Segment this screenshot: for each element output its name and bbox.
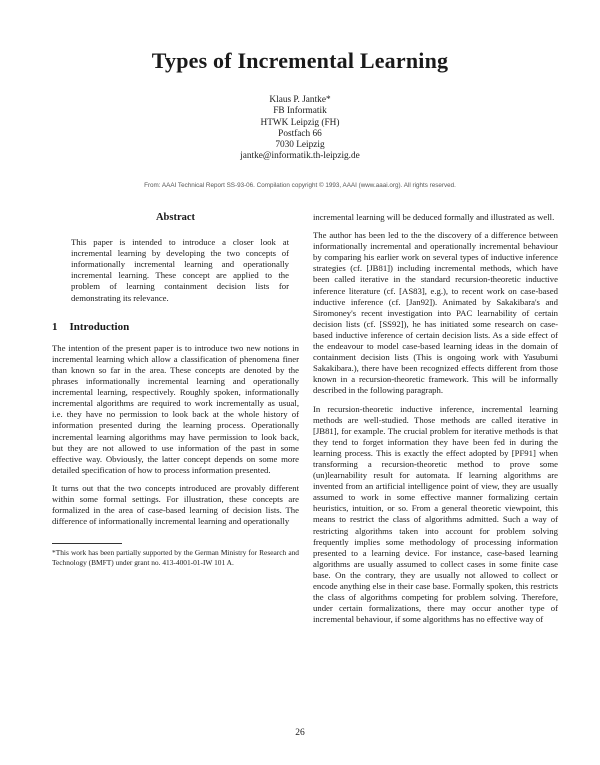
body-paragraph: The intention of the present paper is to introduce two new notions in incremental learning which allow a classification of phenomena finer than known so far in the area. These concepts are denoted by the phrases informationally incremental learning and operationally incremental learning, respectively. Roughly spoken, informationally incremental algorithms are required to work incrementally as usual, i.e. they have no permission to look back at the whole history of information presented during the learning process. Operationally incremental learning algorithms may have permission to look back, but they are not allowed to use information of the past in some effective way. Obviously, the latter concept depends on some more detailed specification of how to process information presented. [52, 342, 299, 475]
section-title: Introduction [69, 320, 130, 333]
abstract-text: This paper is intended to introduce a closer look at incremental learning by developing the two concepts of informationally incremental learning and operationally incremental learning. These concept are applied to the problem of learning containment decision lists for demonstrating its relevance. [71, 237, 289, 303]
abstract-heading: Abstract [155, 212, 196, 223]
author-name: Klaus P. Jantke* [269, 95, 331, 105]
footnote: *This work has been partially supported by the German Ministry for Research and Technology (BMFT) under grant no. 413-4001-01-IW 101 A. [52, 548, 299, 567]
footnote-rule [52, 543, 122, 544]
author-institution: HTWK Leipzig (FH) [260, 117, 340, 128]
author-affiliation: FB Informatik [273, 106, 327, 117]
author-address: Postfach 66 [278, 128, 322, 139]
body-paragraph: In recursion-theoretic inductive inference, incremental learning methods are well-studied. Those methods are called iterative in [JB81], for example. The crucial problem for iterative methods is that they tend to forget information they have been fed in during the learning process. This is exactly the effect adopted by [PF91] when transforming a recursion-theoretic method to prove some (un)learnability result for automata. If learning algorithms are invented from an artificial intelligence point of view, they are usually assumed to work in some effective manner formalizing certain heuristics, intuition, or so. From a general theoretic viewpoint, this means to restrict the class of algorithms admitted. Such a way of restricting algorithms taken into account for problem solving frequently implies some methodology of processing information presented to a learning device. For instance, case-based learning algorithms are usually assumed to collect cases in some finite case base. On the contrary, they are usually not allowed to collect or encode anything else in their case base. Formally spoken, this restricts the class of algorithms competing for problem solving. Therefore, under certain formalizations, there may occur another type of incremental behaviour, if some algorithms has no effective way of [313, 403, 558, 625]
source-note: From: AAAI Technical Report SS-93-06. Compilation copyright © 1993, AAAI (www.aaai.org). All rights reserved. [144, 182, 456, 189]
section-heading [52, 322, 299, 333]
body-paragraph: The author has been led to the the discovery of a difference between informationally incremental and operationally incremental behaviour by comparing his earlier work on several types of inductive inference strategies (cf. [JB81]) including incremental methods, which have been called iterative in the standard recursion-theoretic inductive inference literature (cf. [AS83], e.g.), to recent work on case-based inductive inference (cf. [Jan92]). Animated by Sakakibara's and Siromoney's recent investigation into PAC learnability of certain decision lists (cf. [SS92]), he has initiated some research on case-based inductive inference of certain decision lists. As a side effect of the endeavour to model case-based learning ideas in the domain of containment decision lists (This is ongoing work with Yasubumi Sakakibara.), there have been recognized effects different from those known in a recursion-theoretic framework. This will be informally described in the following paragraph. [313, 230, 558, 396]
author-city: 7030 Leipzig [275, 140, 325, 151]
page-number: 26 [295, 728, 305, 738]
section-number: 1 [52, 320, 58, 333]
body-paragraph: It turns out that the two concepts introduced are provably different within some formal settings. For illustration, these concepts are formalized in the area of case-based learning of decision lists. The difference of informationally incremental learning and operationally [52, 482, 299, 527]
paper-title: Types of Incremental Learning [151, 48, 449, 73]
right-column [313, 212, 558, 632]
left-column [52, 212, 299, 567]
body-paragraph: incremental learning will be deduced formally and illustrated as well. [313, 212, 555, 222]
author-block [0, 95, 600, 163]
author-email: jantke@informatik.th-leipzig.de [240, 151, 360, 162]
